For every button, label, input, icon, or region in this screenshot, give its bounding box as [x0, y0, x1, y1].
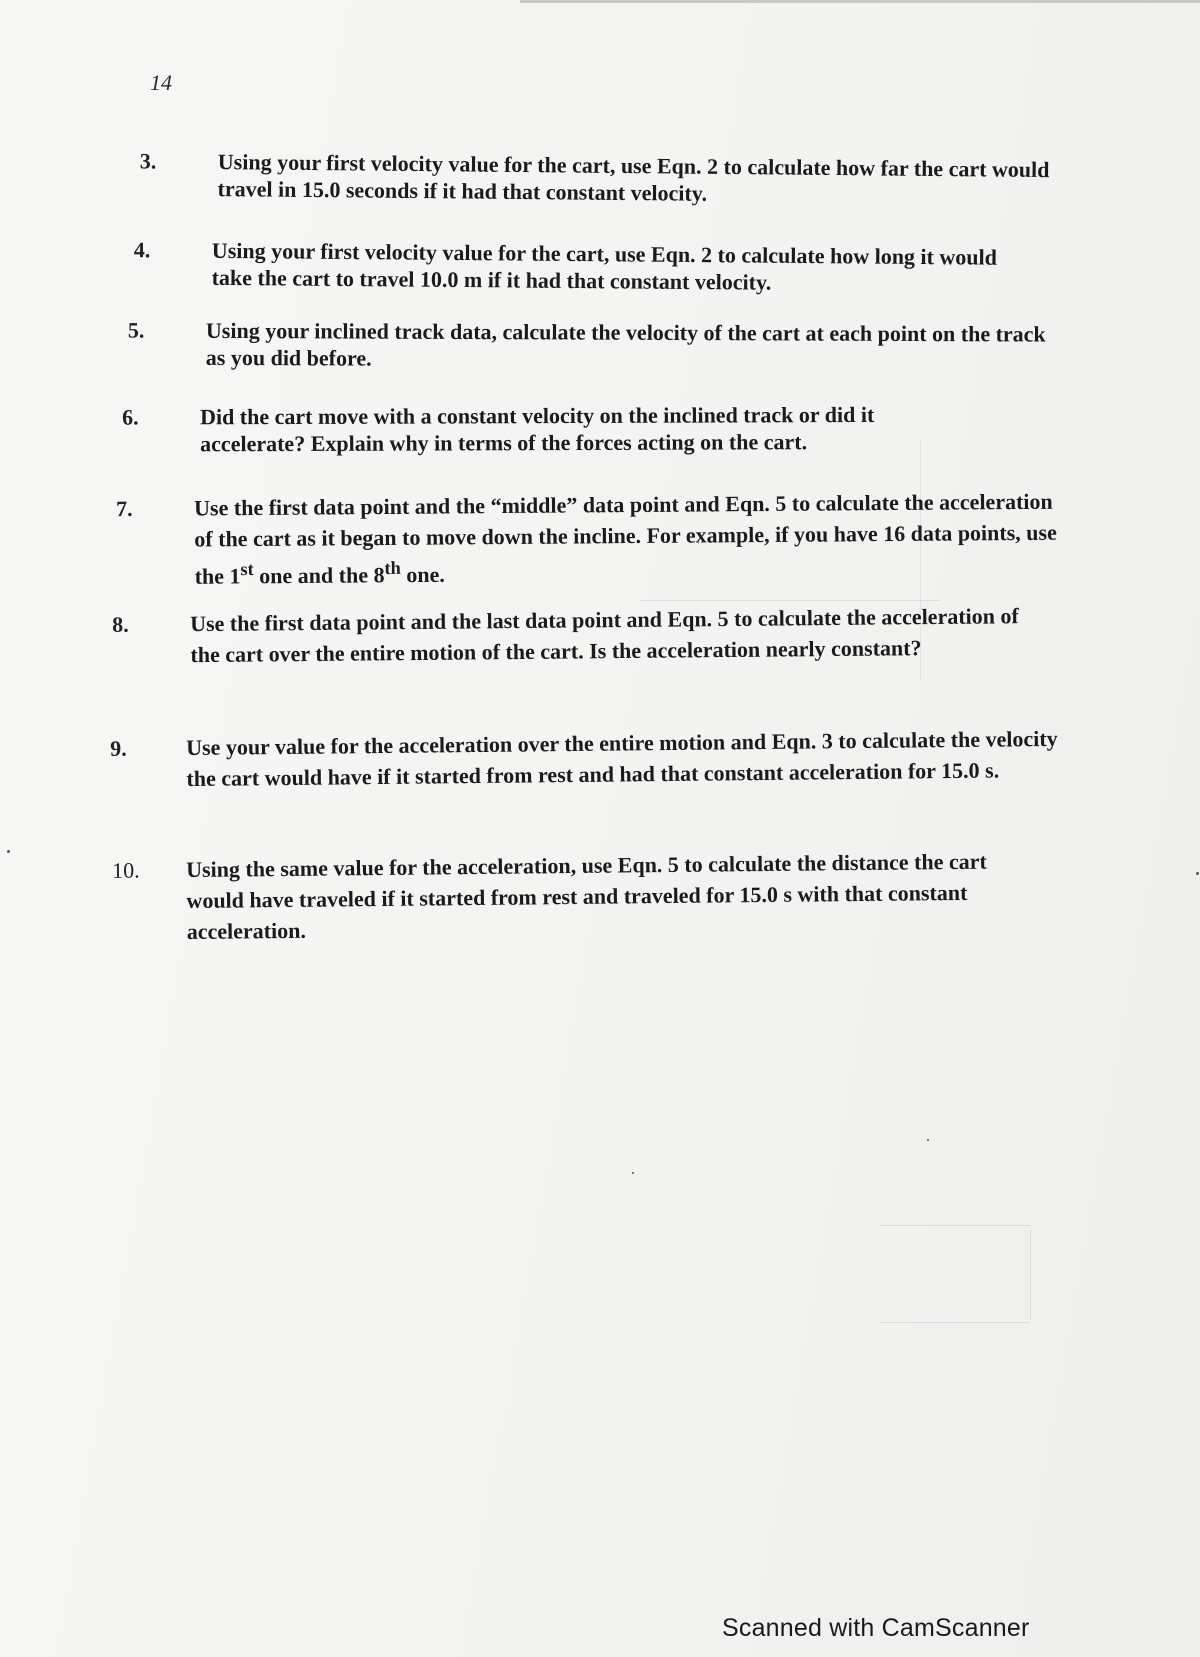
scan-speck — [927, 1139, 929, 1141]
bleed-through-line — [880, 1225, 1030, 1226]
question-text: Using your first velocity value for the cart, use Eqn. 2 to calculate how long it would take the cart to travel 10.0 m if it had that constant velocity. — [211, 237, 998, 295]
scan-speck — [632, 1172, 634, 1174]
question-text-part: Use the first data point and the “middle” data point and Eqn. 5 to calculate the acceleration of the cart as it began to move down the incline. For example, if you have 16 data points, use the 1 — [194, 488, 1057, 589]
question-number: 6. — [122, 404, 139, 430]
bleed-through-line — [880, 1322, 1030, 1323]
superscript-ordinal: st — [240, 559, 254, 580]
bleed-through-line — [1030, 1230, 1031, 1320]
question-number: 3. — [139, 148, 157, 174]
question-text: Did the cart move with a constant velocity on the inclined track or did it accelerate? Explain why in terms of the forces acting on the cart. — [200, 401, 875, 457]
question-text: Using your first velocity value for the cart, use Eqn. 2 to calculate how far the cart would travel in 15.0 seconds if it had that constant velocity. — [217, 149, 1050, 206]
question-text: Use your value for the acceleration over the entire motion and Eqn. 3 to calculate the velocity the cart would have if it started from rest and had that constant acceleration for 15.0 s. — [186, 725, 1058, 792]
question-text: Use the first data point and the last data point and Eqn. 5 to calculate the acceleration of the cart over the entire motion of the cart. Is the acceleration nearly constant? — [190, 603, 1019, 668]
question-text-part: one. — [400, 561, 445, 588]
scanner-watermark: Scanned with CamScanner — [722, 1614, 1030, 1642]
question-number: 7. — [116, 495, 133, 522]
page-top-edge — [520, 0, 1200, 3]
question-number: 8. — [112, 611, 129, 637]
question-number: 5. — [127, 317, 145, 343]
page-number: 14 — [150, 70, 172, 95]
superscript-ordinal: th — [384, 557, 401, 578]
question-text: Using your inclined track data, calculate the velocity of the cart at each point on the track as you did before. — [205, 317, 1046, 371]
question-text: Using the same value for the acceleration, use Eqn. 5 to calculate the distance the cart would have traveled if it started from rest and traveled for 15.0 s with that constant acceleration. — [186, 848, 987, 945]
question-text-part: one and the 8 — [253, 562, 385, 589]
question-number: 4. — [133, 237, 151, 263]
question-text — [194, 486, 1075, 592]
question-number: 10. — [112, 857, 140, 883]
scan-speck — [7, 850, 10, 853]
scan-speck — [1196, 872, 1199, 875]
question-number: 9. — [110, 735, 127, 761]
